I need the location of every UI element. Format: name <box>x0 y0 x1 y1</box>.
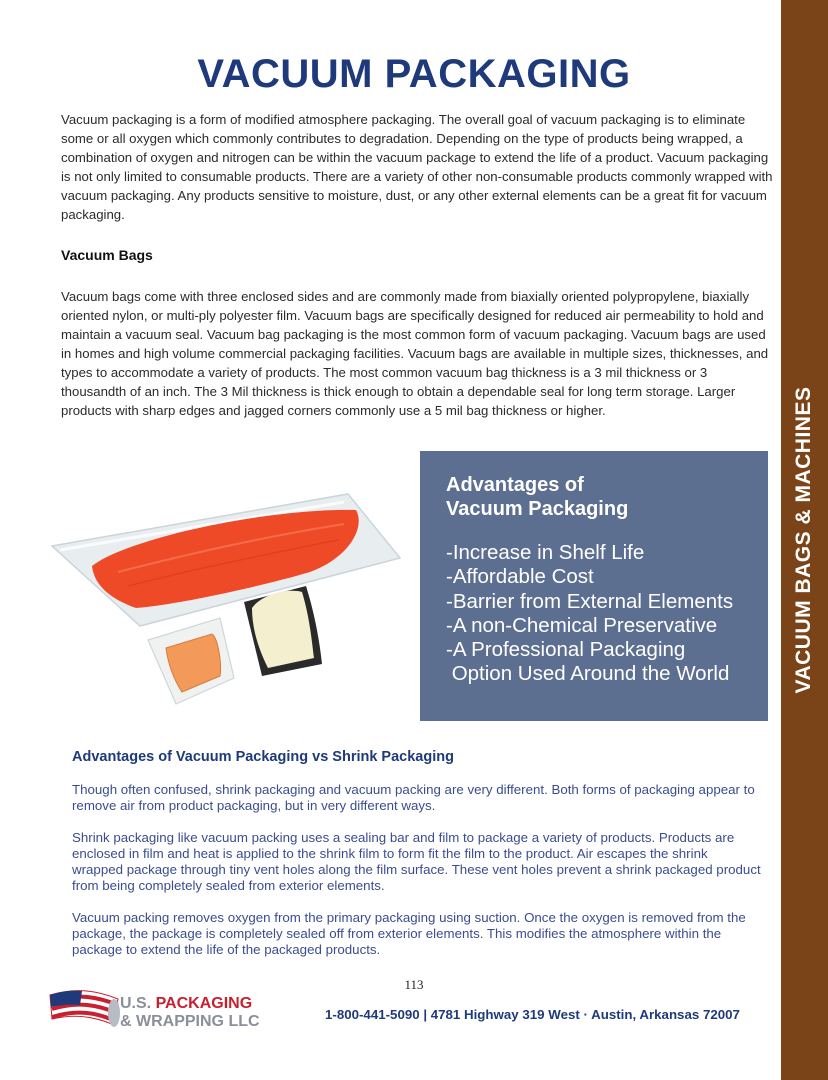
advantage-item: -Increase in Shelf Life <box>446 541 645 564</box>
advantages-box <box>420 451 768 721</box>
logo-prefix: U.S. <box>120 995 156 1012</box>
contact-info: 1-800-441-5090 | 4781 Highway 319 West · Austin, Arkansas 72007 <box>325 1007 740 1022</box>
side-tab-label: VACUUM BAGS & MACHINES <box>792 386 815 694</box>
advantages-box-title <box>446 473 768 521</box>
advantage-item: -A Professional Packaging <box>446 638 686 662</box>
advantage-item: -Affordable Cost <box>446 565 594 589</box>
page-title: VACUUM PACKAGING <box>197 52 631 96</box>
logo-accent: PACKAGING <box>155 995 253 1012</box>
comparison-paragraph-2: Shrink packaging like vacuum packing uses a sealing bar and film to package a variety of products. Products are enclosed in film and heat is applied to the shrink film to form fit the film to the product. Air escapes the shrink wrapped package through tiny vent holes along the film surface. These vent holes prevent a shrink packaged product from being completely sealed from exterior elements. <box>72 830 761 893</box>
advantages-list <box>446 541 768 687</box>
comparison-paragraph-1: Though often confused, shrink packaging and vacuum packing are very different. Both forms of packaging appear to remove air from product packaging, but in very different ways. <box>72 782 755 813</box>
comparison-paragraph-3: Vacuum packing removes oxygen from the primary packaging using suction. Once the oxygen is removed from the package, the package is completely sealed off from exterior elements. This modifies the atmosphere within the package to extend the life of the packaged products. <box>72 910 746 957</box>
intro-paragraph: Vacuum packaging is a form of modified atmosphere packaging. The overall goal of vacuum packaging is to eliminate some or all oxygen which commonly contributes to degradation. Depending on the type of products being wrapped, a combination of oxygen and nitrogen can be within the vacuum package to extend the life of a product. Vacuum packaging is not only limited to consumable products. There are a variety of other non-consumable products commonly wrapped with vacuum packaging. Any products sensitive to moisture, dust, or any other external elements can be a great fit for vacuum packaging. <box>61 112 773 222</box>
vacuum-packed-products-photo <box>48 468 410 718</box>
page-number: 113 <box>404 977 424 992</box>
comparison-heading: Advantages of Vacuum Packaging vs Shrink Packaging <box>72 749 454 765</box>
advantage-item: -Barrier from External Elements <box>446 589 734 613</box>
advantages-title-line-1: Advantages of <box>446 474 584 496</box>
logo-text-line-2: & WRAPPING LLC <box>120 1013 260 1030</box>
vacuum-bags-paragraph: Vacuum bags come with three enclosed sides and are commonly made from biaxially oriented polypropylene, biaxially oriented nylon, or multi-ply polyester film. Vacuum bags are specifically designed for reduced air permeability to hold and maintain a vacuum seal. Vacuum bag packaging is the most common form of vacuum packaging. Vacuum bags are used in homes and high volume commercial packaging facilities. Vacuum bags are available in multiple sizes, thicknesses, and types to accommodate a variety of products. The most common vacuum bag thickness is a 3 mil thickness or 3 thousandth of an inch. The 3 Mil thickness is thick enough to obtain a dependable seal for long term storage. Larger products with sharp edges and jagged corners commonly use a 5 mil bag thickness or higher. <box>61 289 769 418</box>
logo-text-line-1 <box>120 995 252 1013</box>
advantage-item: Option Used Around the World <box>446 662 730 686</box>
advantage-item: -A non-Chemical Preservative <box>446 613 718 637</box>
vacuum-bags-heading: Vacuum Bags <box>61 247 153 263</box>
advantages-title-line-2: Vacuum Packaging <box>446 498 629 520</box>
